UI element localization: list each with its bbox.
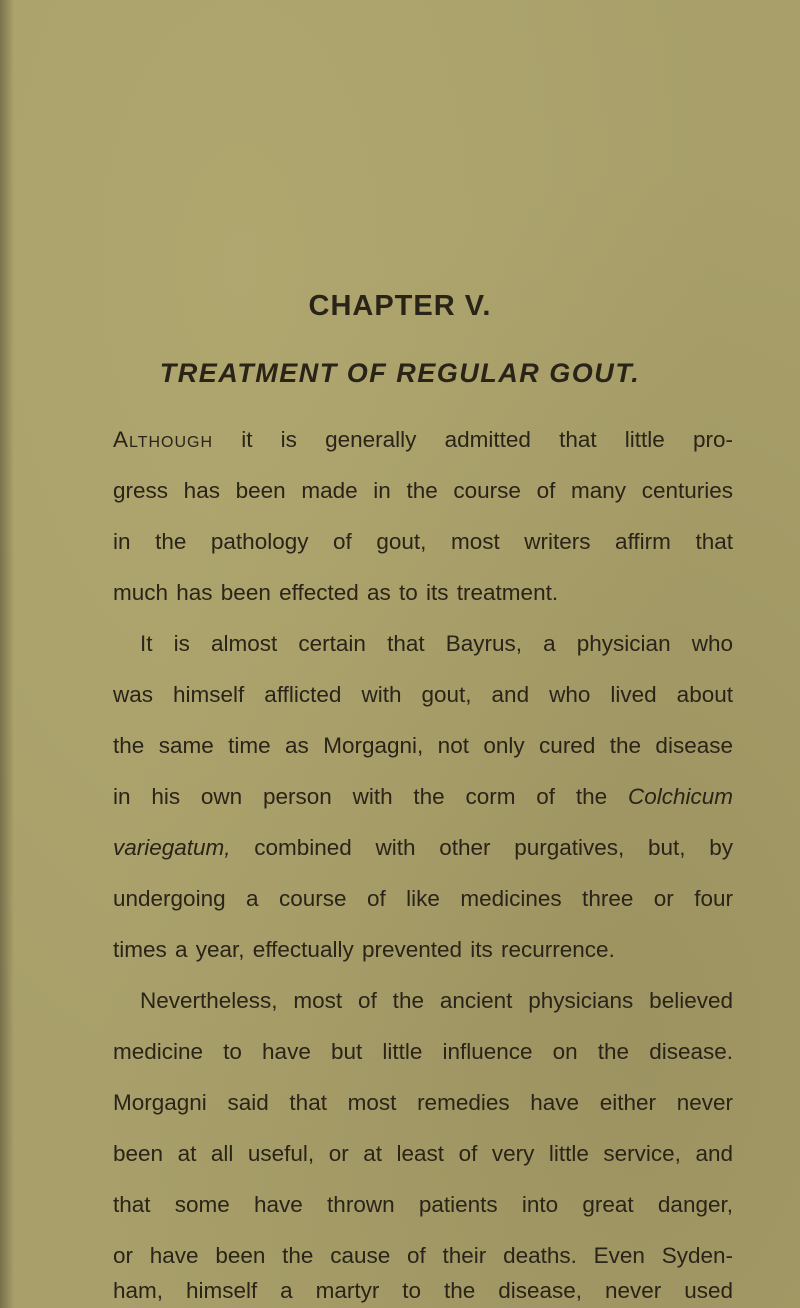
text-line: much has been effected as to its treatment. [113,580,559,605]
text-line: been at all useful, or at least of very little service, and [113,1141,733,1166]
text-line: medicine to have but little influence on the disease. [113,1039,733,1064]
text-line: ham, himself a martyr to the disease, never used [113,1278,733,1303]
italic-term: Colchicum [627,784,733,809]
text-line: undergoing a course of like medicines three or four [113,886,733,911]
text-line: variegatum, combined with other purgatives, but, by [113,835,733,860]
text-line: or have been the cause of their deaths. Even Syden- [113,1243,733,1268]
text-line: the same time as Morgagni, not only cured the disease [113,733,733,758]
text-line: Nevertheless, most of the ancient physicians believed [140,988,733,1013]
text-line: times a year, effectually prevented its recurrence. [113,937,615,962]
text-line: in his own person with the corm of the Colchicum [113,784,733,809]
italic-term: variegatum, [113,835,231,860]
text-line: Although it is generally admitted that little pro- [113,427,733,452]
text-line: It is almost certain that Bayrus, a physician who [140,631,733,656]
text-line: was himself afflicted with gout, and who lived about [113,682,733,707]
text-line: that some have thrown patients into great danger, [113,1192,733,1217]
opening-word: Although [113,427,214,452]
text-line: gress has been made in the course of many centuries [113,478,733,503]
chapter-title: TREATMENT OF REGULAR GOUT. [159,358,641,388]
text-line: in the pathology of gout, most writers affirm that [113,529,733,554]
text-line: Morgagni said that most remedies have either never [113,1090,733,1115]
chapter-heading: CHAPTER V. [308,290,492,322]
